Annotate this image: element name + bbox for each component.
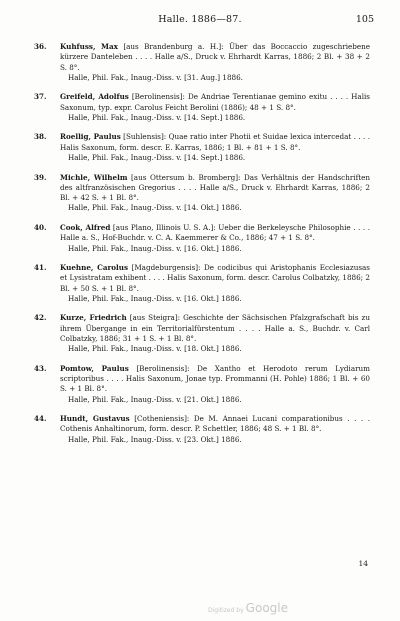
entry-number: 42. [34, 313, 47, 323]
entry-author: Cook, Alfred [60, 222, 111, 232]
entry-dissertation-note: Halle, Phil. Fak., Inaug.-Diss. v. [23. Okt.] 1886. [68, 434, 242, 444]
entry-author: Michle, Wilhelm [60, 172, 128, 182]
list-item [34, 42, 370, 83]
watermark-prefix: Digitized by [207, 607, 244, 614]
entry-text: [aus Ottersum b. Bromberg]: Das Verhältnis der Handschriften des altfranzösischen Gregorius . . . . Halle a/S., Druck v. Ehrhardt Karras, 1886; 2 Bl. + 42 S. + 1 Bl. 8°. [60, 172, 370, 203]
entry-number: 41. [34, 262, 47, 272]
entry-dissertation-note: Halle, Phil. Fak., Inaug.-Diss. v. [14. Sept.] 1886. [68, 112, 246, 122]
entry-dissertation-note: Halle, Phil. Fak., Inaug.-Diss. v. [16. Okt.] 1886. [68, 293, 242, 303]
printer-signature: 14 [358, 559, 368, 568]
list-item [34, 364, 370, 405]
entry-body [60, 42, 370, 83]
entry-number: 36. [34, 42, 47, 51]
entry-dissertation-note: Halle, Phil. Fak., Inaug.-Diss. v. [16. Okt.] 1886. [68, 243, 242, 253]
entry-text: [Berolinensis]: De Andriae Terentianae gemino exitu . . . . Halis Saxonum, typ. expr. Carolus Feicht Berolini (1886); 48 + 1 S. 8°. [60, 92, 370, 112]
entry-text: [aus Plano, Illinois U. S. A.]: Ueber die Berkeleysche Philosophie . . . . Halle a. S., Hof-Buchdr. v. C. A. Kaemmerer & Co., 1886; 47 + 1 S. 8°. [60, 222, 370, 243]
page-header [0, 14, 400, 28]
digitization-watermark [208, 597, 288, 616]
list-item [34, 414, 370, 445]
entry-number: 43. [34, 363, 47, 373]
entry-number: 38. [34, 132, 47, 142]
list-item [34, 92, 370, 123]
entry-body [60, 223, 370, 254]
entry-body [60, 364, 370, 405]
running-title: Halle. 1886—87. [158, 14, 242, 25]
entry-body [60, 173, 370, 214]
entry-text: [aus Steigra]: Geschichte der Sächsischen Pfalzgrafschaft bis zu ihrem Übergange in ein Territorialfürstentum . . . . Halle a. S., Buchdr. v. Carl Colbatzky, 1886; 31 + 1 S. + 1 Bl. 8°. [60, 313, 370, 343]
entry-dissertation-note: Halle, Phil. Fak., Inaug.-Diss. v. [14. Sept.] 1886. [68, 153, 246, 163]
page-number: 105 [355, 14, 374, 25]
entry-body [60, 132, 370, 163]
entry-author: Greifeld, Adolfus [60, 92, 129, 102]
entry-body [60, 263, 370, 304]
entry-author: Hundt, Gustavus [60, 414, 130, 424]
entry-list [34, 42, 370, 454]
entry-dissertation-note: Halle, Phil. Fak., Inaug.-Diss. v. [21. Okt.] 1886. [68, 394, 242, 404]
entry-text: [aus Brandenburg a. H.]: Über das Boccaccio zugeschriebene kürzere Danteleben . . . . Halle a/S., Druck v. Ehrhardt Karras, 1886; 2 Bl. + 38 + 2 S. 8°. [60, 42, 370, 72]
list-item [34, 263, 370, 304]
google-logo: Google [245, 601, 288, 615]
entry-author: Roellig, Paulus [60, 132, 121, 142]
entry-dissertation-note: Halle, Phil. Fak., Inaug.-Diss. v. [18. Okt.] 1886. [68, 344, 242, 354]
list-item [34, 173, 370, 214]
entry-text: [Suhlensis]: Quae ratio inter Photii et Suidae lexica intercedat . . . . Halis Saxonum, form. descr. E. Karras, 1886; 1 Bl. + 81 + 1 S. 8°. [60, 132, 370, 152]
entry-author: Pomtow, Paulus [60, 363, 129, 373]
entry-author: Kurze, Friedrich [60, 313, 127, 323]
entry-number: 40. [34, 222, 47, 232]
entry-author: Kuhfuss, Max [60, 42, 118, 51]
entry-body [60, 414, 370, 445]
entry-body [60, 92, 370, 123]
entry-dissertation-note: Halle, Phil. Fak., Inaug.-Diss. v. [31. Aug.] 1886. [68, 72, 243, 82]
entry-number: 39. [34, 172, 47, 182]
entry-author: Kuehne, Carolus [60, 262, 129, 272]
entry-body [60, 313, 370, 354]
entry-number: 44. [34, 414, 47, 424]
list-item [34, 313, 370, 354]
entry-dissertation-note: Halle, Phil. Fak., Inaug.-Diss. v. [14. Okt.] 1886. [68, 203, 242, 213]
list-item [34, 132, 370, 163]
entry-text: [Cotheniensis]: De M. Annaei Lucani comparationibus . . . . Cothenis Anhaltinorum, form. descr. P. Schettler, 1886; 48 S. + 1 Bl. 8°. [60, 414, 370, 434]
entry-text: [Berolinensis]: De Xantho et Herodoto rerum Lydiarum scriptoribus . . . . Halis Saxonum, Jonae typ. Frommanni (H. Pohle) 1886; 1 Bl. + 60 S. + 1 Bl. 8°. [60, 363, 370, 394]
list-item [34, 223, 370, 254]
entry-number: 37. [34, 92, 47, 102]
entry-text: [Magdeburgensis]: De codicibus qui Aristophanis Ecclesiazusas et Lysistratam exhibent . . . . Halis Saxonum, form. descr. Carolus Colbatzky, 1886; 2 Bl. + 50 S. + 1 Bl. 8°. [60, 262, 370, 293]
